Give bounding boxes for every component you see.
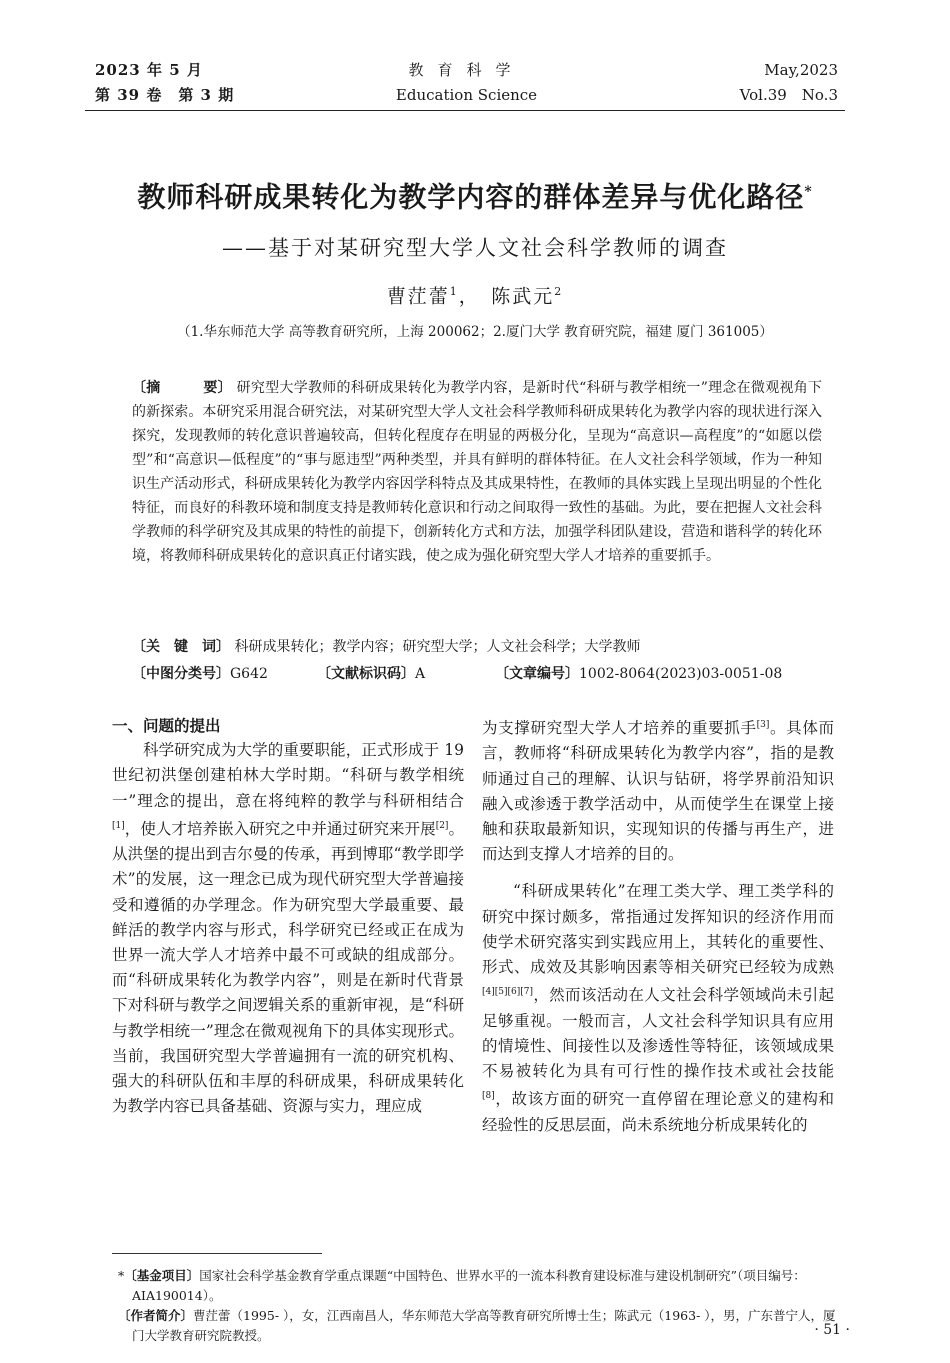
journal-title-cn: 教育科学 bbox=[408, 61, 525, 79]
paragraph-3-text-b: ，然而该活动在人文社会科学领域尚未引起足够重视。一般而言，人文社会科学知识具有应用的情境性、间接性以及渗透性等特征，该领域成果不易被转化为具有可行性的操作技术或社会技能 bbox=[482, 986, 834, 1080]
doc-value: A bbox=[415, 666, 426, 682]
header-volume: 第 39 卷 第 3 期 bbox=[95, 86, 235, 104]
paragraph-2-text-b: 。具体而言，教师将“科研成果转化为教学内容”，指的是教师通过自己的理解、认识与钻研，将学界前沿知识融入或渗透于教学活动中，从而使学生在课堂上接触和获取最新知识，实现知识的传播与再生产，进而达到支撑人才培养的目的。 bbox=[482, 719, 834, 864]
paragraph-2-text-a: 为支撑研究型大学人才培养的重要抓手 bbox=[482, 719, 757, 738]
page-number: · 51 · bbox=[814, 1322, 850, 1338]
author-2: 陈武元 bbox=[491, 285, 555, 308]
article-number bbox=[495, 662, 782, 686]
author-1-sup: 1 bbox=[449, 285, 459, 298]
author-2-sup: 2 bbox=[554, 285, 564, 298]
classification-line bbox=[132, 662, 822, 686]
header-date: 2023 年 5 月 bbox=[95, 61, 203, 79]
right-column bbox=[482, 713, 834, 1138]
footnote-rule bbox=[112, 1253, 322, 1254]
title-footnote-mark: * bbox=[804, 184, 813, 200]
paragraph-1-text-c: 。从洪堡的提出到吉尔曼的传承，再到博耶“教学即学术”的发展，这一理念已成为现代研究型大学普遍接受和遵循的办学理念。作为研究型大学最重要、最鲜活的教学内容与形式，科学研究已经或正在成为世界一流大学人才培养中最不可或缺的组成部分。而“科研成果转化为教学内容”，则是在新时代背景下对科研与教学之间逻辑关系的重新审视，是“科研与教学相统一”理念在微观视角下的具体实现形式。当前，我国研究型大学普遍拥有一流的研究机构、强大的科研队伍和丰厚的科研成果，科研成果转化为教学内容已具备基础、资源与实力，理应成 bbox=[112, 819, 464, 1116]
abstract bbox=[132, 376, 822, 568]
article-value: 1002-8064(2023)03-0051-08 bbox=[579, 666, 783, 682]
doc-code bbox=[317, 662, 495, 686]
abstract-label: 〔摘 要〕 bbox=[132, 380, 232, 396]
author-line bbox=[0, 277, 950, 311]
keywords-text: 科研成果转化；教学内容；研究型大学；人文社会科学；大学教师 bbox=[234, 639, 641, 655]
header-date-en: May,2023 bbox=[764, 61, 838, 79]
paper-title bbox=[0, 172, 950, 217]
paragraph-gap bbox=[482, 867, 834, 879]
author-footnote bbox=[118, 1306, 838, 1346]
paragraph-1-text-b: ，使人才培养嵌入研究之中并通过研究来开展 bbox=[124, 819, 436, 838]
fund-text: 国家社会科学基金教育学重点课题“中国特色、世界水平的一流本科教育建设标准与建设机制研究”（项目编号：AIA190014）。 bbox=[132, 1268, 806, 1303]
clc-value: G642 bbox=[230, 666, 268, 682]
header-volume-en: Vol.39 No.3 bbox=[739, 86, 838, 104]
header-rule bbox=[85, 110, 845, 111]
fund-footnote bbox=[118, 1266, 838, 1306]
article-label: 〔文章编号〕 bbox=[495, 666, 579, 682]
citation-1[interactable]: [1] bbox=[112, 820, 125, 831]
author-bio-text: 曹茳蕾（1995- ），女，江西南昌人，华东师范大学高等教育研究所博士生；陈武元（1963- ），男，广东普宁人，厦门大学教育研究院教授。 bbox=[132, 1308, 836, 1343]
paragraph-2 bbox=[482, 713, 834, 867]
citation-8[interactable]: [8] bbox=[482, 1091, 495, 1102]
author-bio-label: 〔作者简介〕 bbox=[118, 1308, 194, 1323]
paragraph-1-text-a: 科学研究成为大学的重要职能，正式形成于 19 世纪初洪堡创建柏林大学时期。“科研与教学相统一”理念的提出，意在将纯粹的教学与科研相结合 bbox=[112, 741, 464, 810]
affiliations: （1.华东师范大学 高等教育研究所，上海 200062；2.厦门大学 教育研究院，福建 厦门 361005） bbox=[177, 324, 773, 340]
clc-code bbox=[132, 662, 317, 686]
paper-subtitle: ——基于对某研究型大学人文社会科学教师的调查 bbox=[222, 236, 728, 260]
fund-mark: * bbox=[118, 1268, 125, 1283]
paragraph-1 bbox=[112, 738, 464, 1119]
paragraph-3-text-a: “科研成果转化”在理工类大学、理工类学科的研究中探讨颇多，常指通过发挥知识的经济作用而使学术研究落实到实践应用上，其转化的重要性、形式、成效及其影响因素等相关研究已经较为成熟 bbox=[482, 882, 834, 976]
abstract-text: 研究型大学教师的科研成果转化为教学内容，是新时代“科研与教学相统一”理念在微观视角下的新探索。本研究采用混合研究法，对某研究型大学人文社会科学教师科研成果转化为教学内容的现状进行深入探究，发现教师的转化意识普遍较高，但转化程度存在明显的两极分化，呈现为“高意识—高程度”的“如愿以偿型”和“高意识—低程度”的“事与愿违型”两种类型，并具有鲜明的群体特征。在人文社会科学领域，作为一种知识生产活动形式，科研成果转化为教学内容因学科特点及其成果特性，在教师的具体实践上呈现出明显的个性化特征，而良好的科教环境和制度支持是教师转化意识和行动之间取得一致性的基础。为此，要在把握人文社会科学教师的科学研究及其成果的特性的前提下，创新转化方式和方法，加强学科团队建设，营造和谐科学的转化环境，将教师科研成果转化的意识真正付诸实践，使之成为强化研究型大学人才培养的重要抓手。 bbox=[132, 380, 823, 564]
author-separator: ， bbox=[458, 285, 492, 308]
header-right bbox=[740, 58, 838, 108]
fund-label: 〔基金项目〕 bbox=[124, 1268, 200, 1283]
footnotes bbox=[118, 1266, 838, 1346]
section-heading: 一、问题的提出 bbox=[112, 716, 221, 735]
citation-3[interactable]: [3] bbox=[756, 720, 770, 730]
left-column bbox=[112, 713, 464, 1119]
header-center bbox=[95, 58, 838, 108]
paragraph-3-text-c: ，故该方面的研究一直停留在理论意义的建构和经验性的反思层面，尚未系统地分析成果转化的 bbox=[482, 1090, 834, 1134]
keywords bbox=[132, 635, 822, 659]
paper-title-text: 教师科研成果转化为教学内容的群体差异与优化路径 bbox=[137, 180, 805, 214]
journal-title-en: Education Science bbox=[395, 86, 538, 104]
doc-label: 〔文献标识码〕 bbox=[317, 666, 415, 682]
citation-4-7[interactable]: [4][5][6][7] bbox=[482, 987, 533, 998]
clc-label: 〔中图分类号〕 bbox=[132, 666, 230, 682]
author-1: 曹茳蕾 bbox=[386, 285, 450, 308]
keywords-label: 〔关 键 词〕 bbox=[132, 639, 230, 655]
citation-2[interactable]: [2] bbox=[435, 820, 449, 831]
running-header bbox=[95, 58, 838, 114]
paragraph-3 bbox=[482, 879, 834, 1137]
